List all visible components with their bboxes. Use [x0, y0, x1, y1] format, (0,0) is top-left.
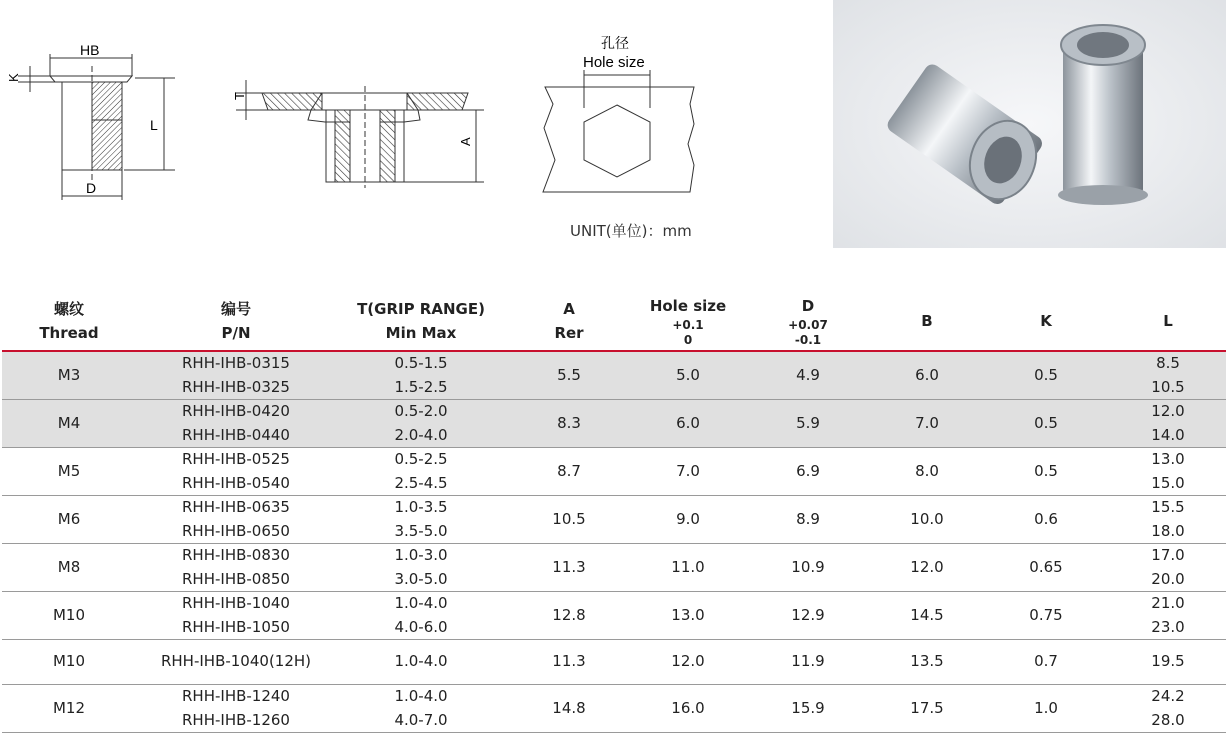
cell-pn: [136, 640, 336, 685]
cell-l: [1110, 448, 1226, 496]
cell-pn: [136, 496, 336, 544]
cell-t: [336, 448, 506, 496]
header-k-line1: K: [1040, 311, 1052, 330]
cell-l-line: 15.5: [1151, 498, 1185, 516]
cell-pn-line: RHH-IHB-0635: [182, 498, 290, 516]
cell-hole: 13.0: [632, 592, 744, 640]
table-row: [2, 351, 1226, 400]
cell-t: [336, 496, 506, 544]
cell-t-line: 2.0-4.0: [394, 425, 448, 444]
cell-pn: [136, 592, 336, 640]
header-pn: [136, 291, 336, 351]
a-dim-label: A: [458, 137, 473, 146]
cell-hole: 7.0: [632, 448, 744, 496]
cell-b: 13.5: [872, 640, 982, 685]
cell-t-line: 1.0-3.0: [394, 546, 448, 564]
cell-l-line: 20.0: [1151, 569, 1185, 588]
cell-hole: 9.0: [632, 496, 744, 544]
t-dim-label: T: [232, 92, 247, 100]
header-grip-range-line2: Min Max: [385, 323, 457, 342]
cell-thread: M4: [2, 400, 136, 448]
cell-pn-line: RHH-IHB-0850: [182, 569, 290, 588]
cell-k: 0.5: [982, 351, 1110, 400]
cell-pn-line: RHH-IHB-0525: [182, 450, 290, 468]
cell-t: [336, 351, 506, 400]
cell-pn-line: RHH-IHB-0325: [182, 377, 290, 396]
header-b: [872, 291, 982, 351]
header-b-line1: B: [921, 311, 933, 330]
header-pn-line2: P/N: [221, 323, 251, 342]
cell-pn: [136, 351, 336, 400]
header-hole-size-line1: Hole size: [649, 296, 727, 315]
cell-l-line: 28.0: [1151, 710, 1185, 729]
hole-size-label-cn: 孔径: [601, 36, 629, 52]
installed-nut-diagram: [222, 76, 484, 188]
cell-b: 10.0: [872, 496, 982, 544]
header-grip-range-line1: T(GRIP RANGE): [357, 299, 485, 318]
cell-hole: 16.0: [632, 685, 744, 733]
cell-pn-line: RHH-IHB-1040: [182, 594, 290, 612]
cell-l-line: 10.5: [1151, 377, 1185, 396]
cell-l-line: 12.0: [1151, 402, 1185, 420]
cell-l-line: 18.0: [1151, 521, 1185, 540]
cell-d: 6.9: [744, 448, 872, 496]
cell-k: 0.75: [982, 592, 1110, 640]
header-thread: [2, 291, 136, 351]
cell-pn: [136, 448, 336, 496]
table-header-row: [2, 291, 1226, 351]
header-hole-size: [632, 291, 744, 351]
cell-b: 8.0: [872, 448, 982, 496]
header-d-tol1: +0.07: [788, 317, 828, 332]
cell-l: [1110, 544, 1226, 592]
cell-thread: M10: [2, 592, 136, 640]
cell-pn-line: RHH-IHB-0650: [182, 521, 290, 540]
cell-hole: 6.0: [632, 400, 744, 448]
cell-t-line: 1.0-4.0: [394, 594, 448, 612]
cell-thread: M3: [2, 351, 136, 400]
cell-pn: [136, 544, 336, 592]
cell-t-line: 4.0-7.0: [394, 710, 448, 729]
cell-b: 14.5: [872, 592, 982, 640]
header-grip-range: [336, 291, 506, 351]
header-pn-line1: 编号: [220, 299, 251, 318]
hole-size-label-en: Hole size: [583, 54, 645, 71]
cell-l-line: 15.0: [1151, 473, 1185, 492]
cell-pn: [136, 685, 336, 733]
cell-t-line: 3.5-5.0: [394, 521, 448, 540]
cell-t-line: 1.0-3.5: [394, 498, 448, 516]
d-dim-label: D: [86, 180, 97, 196]
cell-pn-line: RHH-IHB-1040(12H): [160, 652, 312, 671]
cell-t-line: 0.5-2.0: [394, 402, 448, 420]
cell-t-line: 1.5-2.5: [394, 377, 448, 396]
header-l: [1110, 291, 1226, 351]
cell-a: 11.3: [506, 640, 632, 685]
header-a-line2: Rer: [554, 323, 584, 342]
cell-l-line: 14.0: [1151, 425, 1185, 444]
table-row: [2, 544, 1226, 592]
cell-d: 8.9: [744, 496, 872, 544]
cell-thread: M8: [2, 544, 136, 592]
cell-t: [336, 592, 506, 640]
cell-b: 6.0: [872, 351, 982, 400]
cell-hole: 5.0: [632, 351, 744, 400]
header-a-line1: A: [563, 299, 575, 318]
header-a: [506, 291, 632, 351]
cell-thread: M12: [2, 685, 136, 733]
table-row: [2, 640, 1226, 685]
cell-d: 5.9: [744, 400, 872, 448]
cell-t-line: 1.0-4.0: [394, 687, 448, 705]
unit-label: UNIT(单位)：mm: [570, 222, 692, 240]
cell-d: 4.9: [744, 351, 872, 400]
cell-d: 11.9: [744, 640, 872, 685]
table-row: [2, 592, 1226, 640]
l-dim-label: L: [150, 117, 158, 133]
header-d-tol2: -0.1: [794, 332, 822, 347]
cell-k: 0.5: [982, 448, 1110, 496]
cell-k: 1.0: [982, 685, 1110, 733]
cell-a: 12.8: [506, 592, 632, 640]
cell-d: 12.9: [744, 592, 872, 640]
cell-k: 0.6: [982, 496, 1110, 544]
table-row: [2, 496, 1226, 544]
header-k: [982, 291, 1110, 351]
cell-a: 5.5: [506, 351, 632, 400]
cell-k: 0.5: [982, 400, 1110, 448]
cell-t: [336, 685, 506, 733]
k-dim-label: K: [6, 73, 21, 82]
cell-pn-line: RHH-IHB-1240: [182, 687, 290, 705]
cell-l-line: 13.0: [1151, 450, 1185, 468]
cell-t-line: 3.0-5.0: [394, 569, 448, 588]
cell-k: 0.65: [982, 544, 1110, 592]
cell-l-line: 17.0: [1151, 546, 1185, 564]
cell-l: [1110, 592, 1226, 640]
table-row: [2, 400, 1226, 448]
cell-l: [1110, 400, 1226, 448]
cell-b: 17.5: [872, 685, 982, 733]
cell-l-line: 19.5: [1151, 652, 1185, 671]
cell-a: 8.3: [506, 400, 632, 448]
spec-table: [2, 291, 1226, 733]
cell-pn-line: RHH-IHB-0420: [182, 402, 290, 420]
header-l-line1: L: [1163, 311, 1173, 330]
header-hole-size-tol2: 0: [683, 332, 693, 347]
cell-t: [336, 400, 506, 448]
cell-pn-line: RHH-IHB-0540: [182, 473, 290, 492]
header-d: [744, 291, 872, 351]
cell-pn-line: RHH-IHB-0315: [182, 354, 290, 372]
cell-l: [1110, 640, 1226, 685]
cell-pn: [136, 400, 336, 448]
cell-d: 15.9: [744, 685, 872, 733]
cell-l-line: 8.5: [1156, 354, 1180, 372]
rivet-nut-section-diagram: [0, 36, 200, 206]
cell-d: 10.9: [744, 544, 872, 592]
cell-l: [1110, 351, 1226, 400]
cell-thread: M6: [2, 496, 136, 544]
cell-a: 8.7: [506, 448, 632, 496]
cell-thread: M10: [2, 640, 136, 685]
cell-t: [336, 640, 506, 685]
cell-t-line: 0.5-2.5: [394, 450, 448, 468]
cell-t-line: 4.0-6.0: [394, 617, 448, 636]
product-photo: [833, 0, 1226, 248]
hb-dim-label: HB: [80, 42, 100, 58]
cell-t-line: 0.5-1.5: [394, 354, 448, 372]
cell-hole: 12.0: [632, 640, 744, 685]
cell-l-line: 23.0: [1151, 617, 1185, 636]
cell-a: 10.5: [506, 496, 632, 544]
cell-pn-line: RHH-IHB-0830: [182, 546, 290, 564]
cell-pn-line: RHH-IHB-1050: [182, 617, 290, 636]
cell-t: [336, 544, 506, 592]
cell-pn-line: RHH-IHB-1260: [182, 710, 290, 729]
table-row: [2, 685, 1226, 733]
cell-b: 7.0: [872, 400, 982, 448]
cell-k: 0.7: [982, 640, 1110, 685]
cell-l-line: 24.2: [1151, 687, 1185, 705]
header-d-line1: D: [801, 296, 815, 315]
cell-hole: 11.0: [632, 544, 744, 592]
hex-hole-diagram: [540, 30, 705, 196]
cell-l-line: 21.0: [1151, 594, 1185, 612]
cell-b: 12.0: [872, 544, 982, 592]
header-hole-size-tol1: +0.1: [672, 317, 704, 332]
cell-l: [1110, 496, 1226, 544]
cell-l: [1110, 685, 1226, 733]
cell-a: 14.8: [506, 685, 632, 733]
cell-t-line: 2.5-4.5: [394, 473, 448, 492]
cell-t-line: 1.0-4.0: [394, 652, 448, 671]
cell-pn-line: RHH-IHB-0440: [182, 425, 290, 444]
header-thread-line2: Thread: [39, 323, 99, 342]
header-thread-line1: 螺纹: [53, 299, 84, 318]
cell-thread: M5: [2, 448, 136, 496]
cell-a: 11.3: [506, 544, 632, 592]
table-row: [2, 448, 1226, 496]
